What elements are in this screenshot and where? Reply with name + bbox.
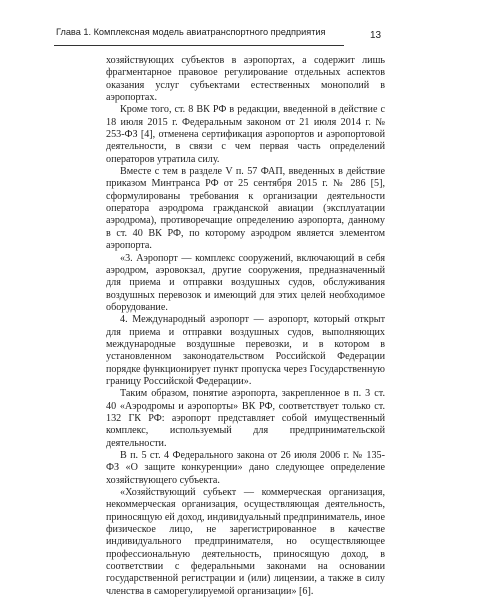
body-text xyxy=(106,55,385,598)
paragraph-certification: Кроме того, ст. 8 ВК РФ в редакции, введенной в действие с 18 июля 2015 г. Федеральным законом от 21 июля 2014 г. № 253-ФЗ [4], отменена сертификация аэропортов и аэропортовой деятельности, в связи с чем первая часть определений операторов утратила силу. xyxy=(106,104,385,165)
paragraph-fap-requirements: Вместе с тем в разделе V п. 57 ФАП, введенных в действие приказом Минтранса РФ от 25 сентября 2015 г. № 286 [5], сформулированы требования к организации деятельности оператора аэродрома гражданской авиации (эксплуатации аэродрома), противоречащие определению аэропорта, данному в ст. 40 ВК РФ, по которому аэродром является элементом аэропорта. xyxy=(106,166,385,252)
quote-airport-definition: «3. Аэропорт — комплекс сооружений, включающий в себя аэродром, аэровокзал, другие сооружения, предназначенный для приема и отправки воздушных судов, обслуживания воздушных перевозок и имеющий для этих целей необходимое оборудование. xyxy=(106,252,385,313)
paragraph-continued: хозяйствующих субъектов в аэропортах, а содержит лишь фрагментарное правовое регулирование отдельных аспектов оказания услуг субъектами естественных монополий в аэропортах. xyxy=(106,55,385,104)
paragraph-conclusion: Таким образом, понятие аэропорта, закрепленное в п. 3 ст. 40 «Аэродромы и аэропорты» ВК РФ, соответствует только ст. 132 ГК РФ: аэропорт представляет собой имущественный комплекс, используемый для предпринимательской деятельности. xyxy=(106,388,385,449)
quote-international-airport: 4. Международный аэропорт — аэропорт, который открыт для приема и отправки воздушных судов, выполняющих международные воздушные перевозки, и в котором в установленном законодательством Российской Федерации порядке функционирует пункт пропуска через Государственную границу Российской Федерации». xyxy=(106,314,385,387)
chapter-title: Глава 1. Комплексная модель авиатранспортного предприятия xyxy=(56,27,326,37)
page-number: 13 xyxy=(370,30,382,41)
paragraph-competition-law: В п. 5 ст. 4 Федерального закона от 26 июля 2006 г. № 135-ФЗ «О защите конкуренции» дано следующее определение хозяйствующего субъекта. xyxy=(106,450,385,486)
running-head xyxy=(54,25,344,46)
quote-business-entity: «Хозяйствующий субъект — коммерческая организация, некоммерческая организация, осуществляющая деятельность, приносящую ей доход, индивидуальный предприниматель, иное физическое лицо, не зарегистрированное в качестве индивидуального предпринимателя, но осуществляющее профессиональную деятельность, приносящую доход, в соответствии с федеральными законами на основании государственной регистрации и (или) лицензии, а также в силу членства в саморегулируемой организации» [6]. xyxy=(106,487,385,597)
